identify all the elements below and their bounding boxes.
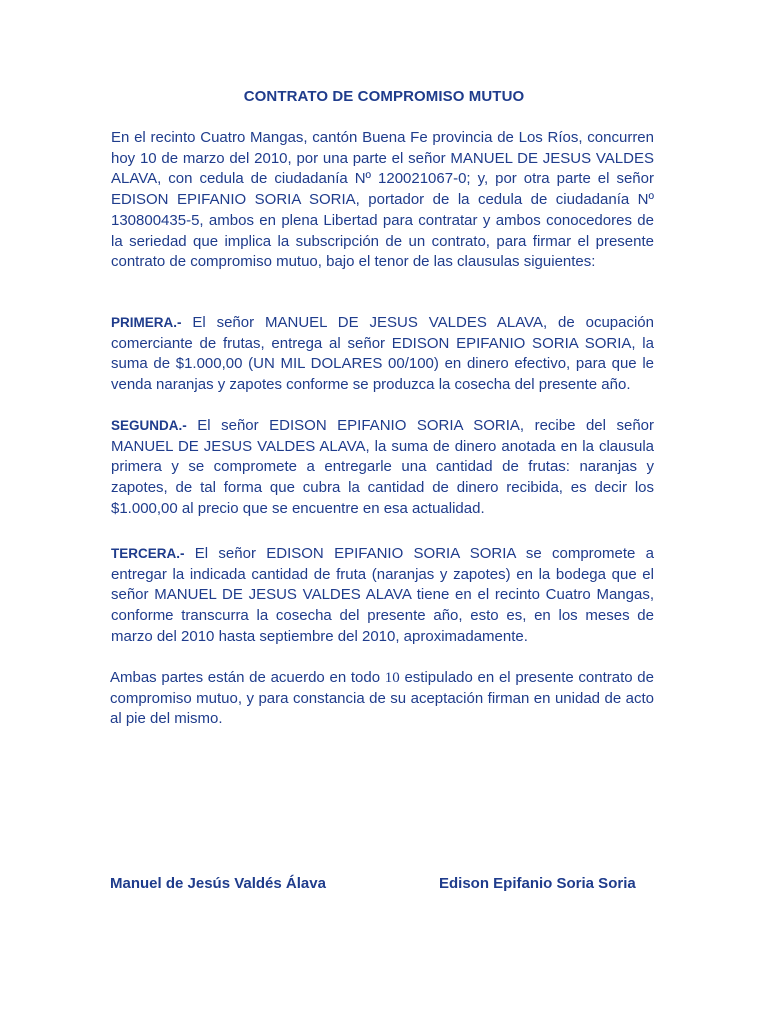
clause-segunda-text: El señor EDISON EPIFANIO SORIA SORIA, recibe del señor MANUEL DE JESUS VALDES ALAVA, la suma de dinero anotada en la clausula primera y se compromete a entregarle una cantidad de frutas: naranjas y zapotes, de tal forma que cubra la cantidad de dinero recibida, es decir los $1.000,00 al precio que se encuentre en esa actualidad. [111, 417, 654, 517]
signature-name-left: Manuel de Jesús Valdés Álava [110, 875, 326, 892]
clause-primera-label: PRIMERA.- [111, 315, 182, 330]
clause-tercera-text: El señor EDISON EPIFANIO SORIA SORIA se compromete a entregar la indicada cantidad de fruta (naranjas y zapotes) en la bodega que el señor MANUEL DE JESUS VALDES ALAVA tiene en el recinto Cuatro Mangas, conforme transcurra la cosecha del presente año, esto es, en los meses de marzo del 2010 hasta septiembre del 2010, aproximadamente. [111, 545, 654, 645]
clause-segunda [111, 416, 654, 520]
closing-text-ten: 10 [384, 670, 400, 686]
closing-text-before: Ambas partes están de acuerdo en todo [110, 669, 385, 686]
contract-title: CONTRATO DE COMPROMISO MUTUO [243, 88, 525, 105]
closing-paragraph [110, 668, 654, 730]
clause-segunda-label: SEGUNDA.- [111, 418, 187, 433]
clause-primera-text: El señor MANUEL DE JESUS VALDES ALAVA, de ocupación comerciante de frutas, entrega al señor EDISON EPIFANIO SORIA SORIA, la suma de $1.000,00 (UN MIL DOLARES 00/100) en dinero efectivo, para que le venda naranjas y zapotes conforme se produzca la cosecha del presente año. [111, 314, 654, 394]
intro-paragraph: En el recinto Cuatro Mangas, cantón Buena Fe provincia de Los Ríos, concurren hoy 10 de marzo del 2010, por una parte el señor MANUEL DE JESUS VALDES ALAVA, con cedula de ciudadanía Nº 120021067-0; y, por otra parte el señor EDISON EPIFANIO SORIA SORIA, portador de la cedula de ciudadanía Nº 130800435-5, ambos en plena Libertad para contratar y ambos conocedores de la seriedad que implica la subscripción de un contrato, para firmar el presente contrato de compromiso mutuo, bajo el tenor de las clausulas siguientes: [111, 129, 654, 271]
clause-tercera [111, 544, 654, 648]
clause-tercera-label: TERCERA.- [111, 546, 185, 561]
closing-text-after: estipulado en el presente contrato de compromiso mutuo, y para constancia de su aceptación firman en unidad de acto al pie del mismo. [110, 669, 654, 728]
clause-primera [111, 313, 654, 396]
signature-name-right: Edison Epifanio Soria Soria [439, 875, 636, 892]
